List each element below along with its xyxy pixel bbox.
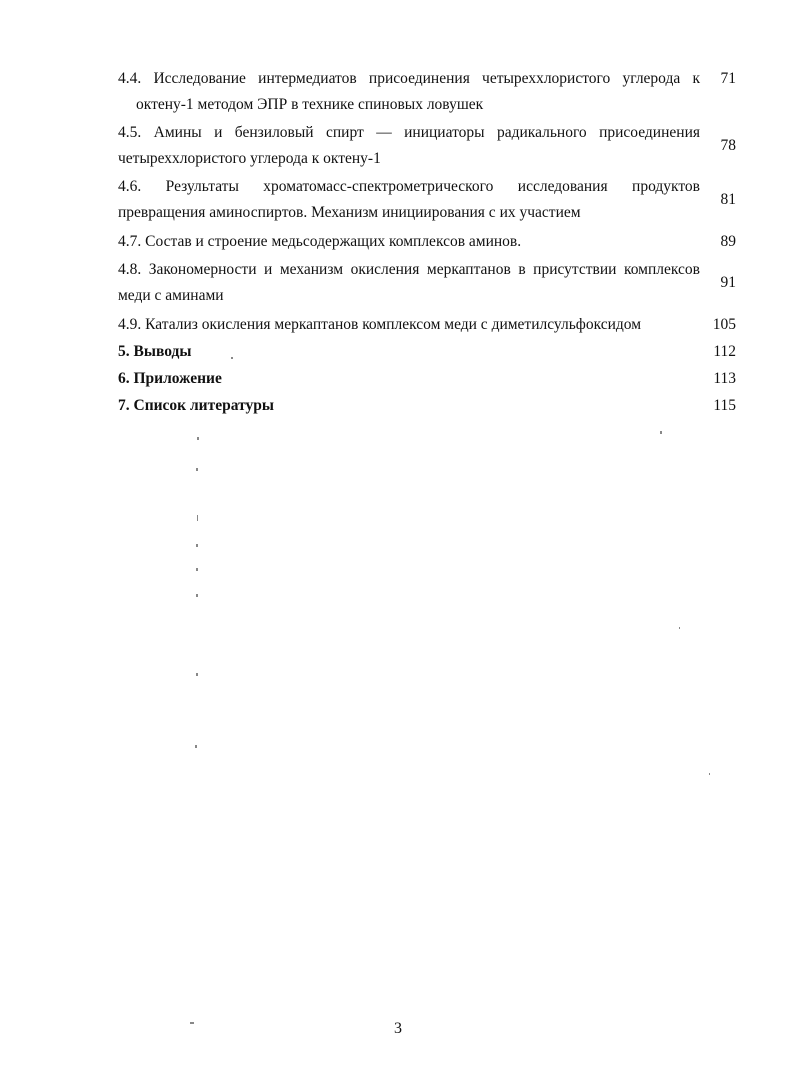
toc-entry-title: 4.5. Амины и бензиловый спирт — инициаторы радикального присоединения четыреххлористого углерода к октену-1: [118, 124, 700, 167]
toc-entry-references: [118, 392, 738, 419]
toc-entry-4-8: [118, 257, 738, 309]
toc-entry-page: 81: [720, 191, 736, 208]
toc-entry-page: 91: [720, 274, 736, 291]
toc-entry-page: 71: [720, 70, 736, 87]
toc-entry-page: 113: [713, 369, 736, 387]
scan-speck: [709, 773, 710, 775]
toc-entry-title: 4.7. Состав и строение медьсодержащих комплексов аминов.: [118, 232, 522, 250]
toc-entry-title: 7. Список литературы: [118, 396, 274, 414]
toc-entry-conclusions: [118, 338, 738, 365]
scan-speck: [196, 594, 198, 597]
toc-entry-title: 6. Приложение: [118, 369, 222, 387]
toc-entry-title: 4.9. Катализ окисления меркаптанов комплексом меди с диметилсульфоксидом: [118, 315, 642, 333]
toc-entry-4-9: [118, 311, 738, 338]
scan-speck: [196, 673, 198, 676]
toc-entry-title: 4.6. Результаты хроматомасс-спектрометрического исследования продуктов превращения аминоспиртов. Механизм инициирования с их участием: [118, 178, 700, 221]
scan-speck: [196, 568, 198, 571]
toc-entry-title: 4.4. Исследование интермедиатов присоединения четыреххлористого углерода к октену-1 методом ЭПР в технике спиновых ловушек: [118, 70, 700, 113]
toc-entry-page: 112: [713, 342, 736, 360]
toc-entry-page: 105: [712, 315, 736, 333]
scan-speck: [196, 544, 198, 547]
toc-entry-appendix: [118, 365, 738, 392]
scan-speck: [196, 468, 198, 471]
toc-entry-title: 4.8. Закономерности и механизм окисления меркаптанов в присутствии комплексов меди с аминами: [118, 261, 700, 304]
toc-entry-title: 5. Выводы: [118, 342, 192, 360]
toc-entry-page: 89: [720, 232, 736, 250]
page-number: 3: [394, 1020, 402, 1037]
toc-entry-page: 78: [720, 137, 736, 154]
scan-speck: [231, 357, 233, 359]
toc-entry-4-6: [118, 174, 738, 226]
toc-entry-page: 115: [713, 396, 736, 414]
scan-speck: [660, 431, 662, 434]
scan-speck: [679, 627, 680, 629]
toc-entry-4-7: [118, 228, 738, 255]
scan-speck: [195, 745, 197, 748]
table-of-contents: [118, 66, 738, 419]
scan-speck: [197, 515, 198, 521]
toc-entry-4-5: [118, 120, 738, 172]
toc-entry-4-4: [118, 66, 738, 118]
scan-speck: [197, 437, 199, 440]
